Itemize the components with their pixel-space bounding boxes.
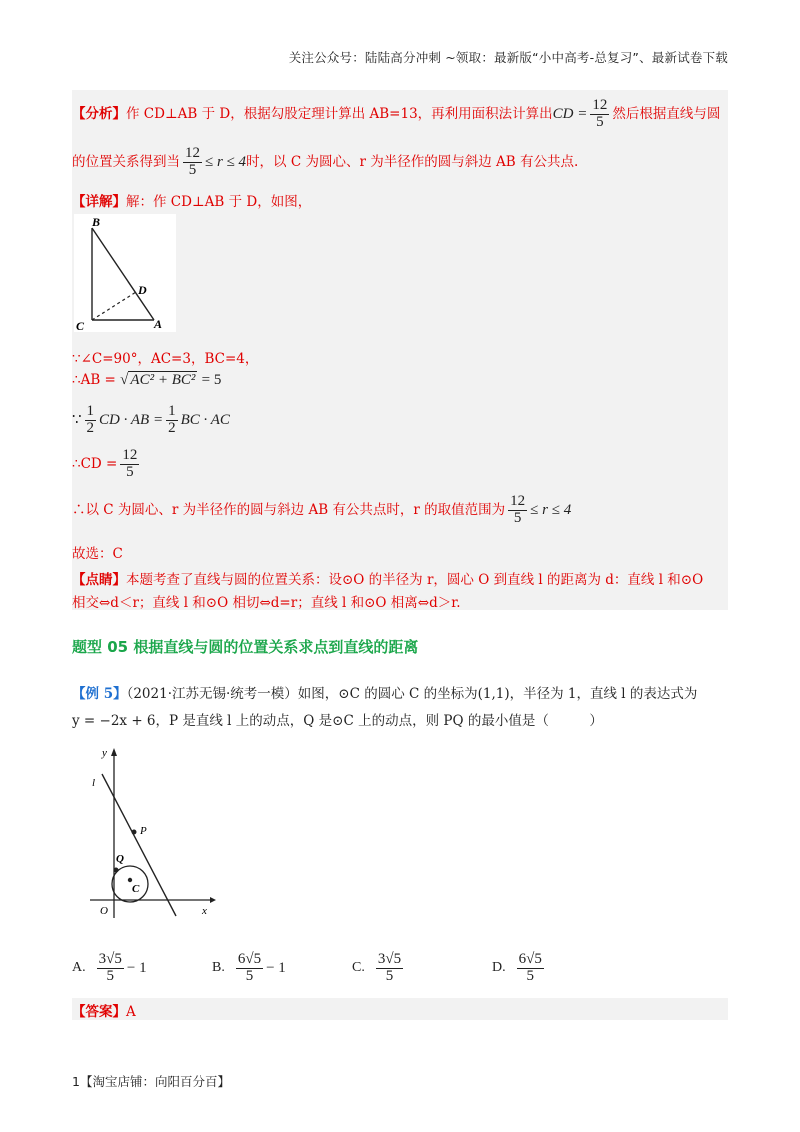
label-x: x [202,905,207,917]
section-title: 题型 05 根据直线与圆的位置关系求点到直线的距离 [72,638,419,656]
comment-line-1 [72,568,703,588]
answer-box [72,998,728,1020]
detail-text: 解：作 CD⊥AB 于 D，如图， [126,194,312,210]
frac-num: 12 [510,493,526,509]
page-header: 关注公众号：陆陆高分冲刺 ~领取：最新版“小中高考-总复习”、最新试卷下载 [288,50,728,65]
answer-line [72,1000,136,1020]
label-d: D [138,283,147,297]
frac-den: 5 [596,113,604,130]
step-5-text: ∴以 C 为圆心、r 为半径作的圆与斜边 AB 有公共点时，r 的取值范围为 [72,501,506,518]
option-a[interactable] [72,952,147,985]
frac-num: 12 [592,97,608,113]
range-fraction [183,146,202,179]
option-fraction [376,952,403,985]
half-den: 2 [168,419,176,436]
analysis-text-4: 时，以 C 为圆心、r 为半径作的圆与斜边 AB 有公共点. [246,153,579,170]
step-3-mid-1: CD · AB = [99,411,164,428]
half-den: 2 [86,419,95,436]
frac-den: 5 [188,161,197,178]
example-line-2: y = −2x + 6，P 是直线 l 上的动点，Q 是⊙C 上的动点，则 PQ 的最小值是（ ） [72,713,603,729]
label-p: P [140,825,147,837]
step-1: ∵∠C=90°，AC=3，BC=4， [72,351,259,367]
triangle-figure [74,214,176,332]
option-tail: − 1 [266,959,286,976]
option-num: 6√5 [237,951,262,967]
label-b: B [92,215,101,229]
step-3-mid-2: BC · AC [180,411,230,428]
option-label: B. [212,960,225,976]
analysis-text-3: 的位置关系得到当 [72,153,180,170]
example-tag: 【例 5】 [72,686,127,702]
point-q [114,868,119,873]
range-ineq: ≤ r ≤ 4 [205,153,247,170]
step-5 [72,494,571,527]
step-3-prefix: ∵ [72,411,82,428]
comment-text-1: 本题考查了直线与圆的位置关系：设⊙O 的半径为 r，圆心 O 到直线 l 的距离为 d：直线 l 和⊙O [126,572,704,588]
step-4-prefix: ∴CD = [72,455,118,472]
option-fraction [236,952,263,985]
option-den: 5 [385,967,394,984]
cd-lhs: CD = [552,105,588,122]
detail-tag: 【详解】 [72,194,126,210]
cd-fraction [590,98,609,131]
step-2-radicand: AC² + BC² [130,372,196,388]
analysis-text-2: 然后根据直线与圆 [612,105,721,122]
option-label: A. [72,960,86,976]
half-num: 1 [86,403,95,419]
label-l: l [92,777,96,789]
option-den: 5 [245,967,254,984]
coordinate-figure [80,744,220,924]
step-2: ∴AB = √ AC² + BC² = 5 [72,372,222,388]
option-label: D. [492,960,506,976]
answer-tag: 【答案】 [72,1004,126,1020]
y-axis-arrow-icon [111,748,117,756]
label-c: C [132,883,140,895]
option-num: 3√5 [377,951,402,967]
half-num: 1 [168,403,176,419]
analysis-line-1 [72,98,720,131]
analysis-line-2 [72,146,578,179]
step-2-prefix: ∴AB = [72,372,116,388]
frac-num: 12 [122,447,138,463]
x-axis-arrow-icon [210,897,216,903]
label-y: y [102,747,107,759]
comment-line-2: 相交⇔d＜r；直线 l 和⊙O 相切⇔d=r；直线 l 和⊙O 相离⇔d＞r. [72,595,461,611]
range-fraction-2 [508,494,527,527]
comment-tag: 【点睛】 [72,572,126,588]
half-fraction-1 [85,404,97,437]
frac-num: 12 [185,145,200,161]
option-den: 5 [106,967,114,984]
label-o: O [100,905,108,917]
choice-line: 故选：C [72,546,123,562]
step-4 [72,448,142,481]
option-tail: − 1 [126,959,147,976]
option-fraction [97,952,124,985]
point-p [132,830,137,835]
point-c [128,878,132,882]
analysis-tag: 【分析】 [72,105,126,122]
example-text-1: （2021·江苏无锡·统考一模）如图，⊙C 的圆心 C 的坐标为(1,1)，半径为 1，直线 l 的表达式为 [126,686,698,702]
half-fraction-2 [166,404,178,437]
label-q: Q [116,853,124,865]
cd-result-fraction [120,448,139,481]
answer-value: A [126,1004,136,1020]
option-b[interactable] [212,952,286,985]
frac-den: 5 [126,463,134,480]
option-d[interactable] [492,952,547,985]
step-3 [72,404,230,437]
frac-den: 5 [513,509,522,526]
option-fraction [517,952,544,985]
option-den: 5 [526,967,534,984]
label-a: A [154,317,163,331]
step-2-suffix: = 5 [201,372,222,388]
side-ab [92,228,154,320]
label-c: C [76,319,85,332]
detail-line [72,190,311,210]
option-c[interactable] [352,952,406,985]
example-line-1 [72,682,697,702]
segment-cd [92,292,136,320]
page-footer: 1【淘宝店铺：向阳百分百】 [72,1074,230,1089]
analysis-text-1: 作 CD⊥AB 于 D，根据勾股定理计算出 AB=13，再利用面积法计算出 [126,105,553,122]
option-label: C. [352,960,365,976]
step-5-ineq: ≤ r ≤ 4 [530,501,572,518]
option-num: 6√5 [518,951,542,967]
option-num: 3√5 [98,951,122,967]
